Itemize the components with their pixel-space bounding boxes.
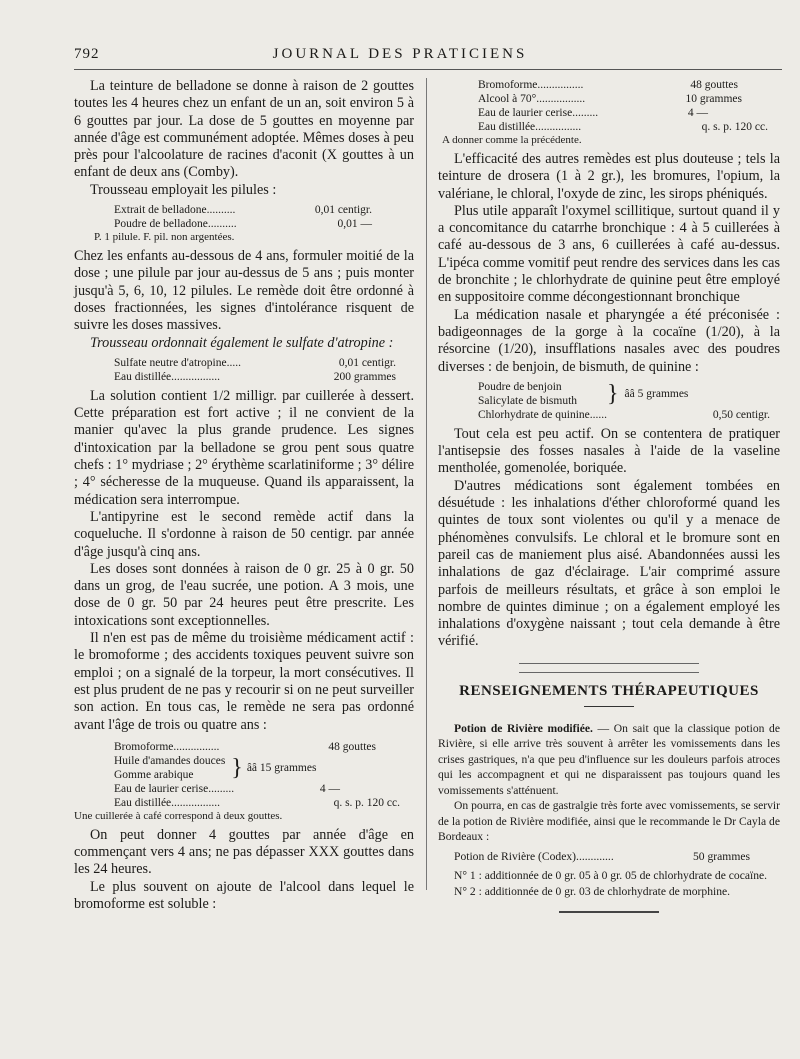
ingredient-dose: 4 — (319, 782, 340, 795)
prescription-brace-group (478, 380, 770, 408)
prescription-line: Bromoforme ................ 48 gouttes (114, 740, 376, 753)
paragraph: Trousseau employait les pilules : (90, 181, 277, 198)
end-rule (559, 911, 659, 913)
ingredient-name: Poudre de belladone (114, 218, 208, 231)
ingredient-dose: q. s. p. 120 cc. (701, 121, 768, 133)
prescription-line: Eau distillée ................. 200 grammes (114, 370, 396, 383)
paragraph (438, 721, 780, 799)
paragraph: Tout cela est peu actif. On se contentera de pratiquer l'antisepsie des fosses nasales à l'aide de la vaseline mentholée, gomenolée, boriquée. (438, 425, 780, 477)
prescription-atropine (114, 356, 396, 384)
paragraph: Il n'en est pas de même du troisième médicament actif : le bromoforme ; des accidents toxiques peuvent suivre son emploi ; on a signalé de la torpeur, la mort consécutives. Il est plus prudent de ne pas y recourir si on ne peut surveiller son action. En tous cas, le remède ne sera pas ordonné avant l'âge de trois ou quatre ans : (74, 630, 414, 733)
ingredient-dose: 200 grammes (333, 370, 396, 383)
right-column (438, 78, 780, 913)
prescription-bromoforme (74, 740, 400, 823)
section-title: RENSEIGNEMENTS THÉRAPEUTIQUES (459, 682, 759, 699)
prescription-note: A donner comme la précédente. (442, 134, 582, 146)
ingredient-name: Eau de laurier cerise (478, 107, 573, 119)
paragraph: Le plus souvent on ajoute de l'alcool dans lequel le bromoforme est soluble : (74, 878, 414, 912)
ingredient-dose: 0,50 centigr. (712, 408, 770, 421)
prescription-line: Eau de laurier cerise ......... 4 — (478, 107, 708, 119)
paragraph: Chez les enfants au-dessous de 4 ans, formuler moitié de la dose ; une pilule par jour au-dessus de 5 ans ; puis monter jusqu'à 5, 6, 10, 12 pilules. Le remède doit être ordonné à doses fractionnées, les signes d'intolérance risquent de suivre les doses massives. (74, 248, 414, 334)
ingredient-name: Potion de Rivière (Codex) (454, 849, 577, 863)
ingredient-name: Bromoforme (114, 740, 174, 753)
paragraph: La solution contient 1/2 milligr. par cuillerée à dessert. Cette préparation est fort active ; il ne convient de la manier qu'avec la plus grande prudence. Les signes d'intoxication par la belladone se grou pent sous quatre chefs : 1° mydriase ; 2° érythème scarlatiniforme ; 3° délire ; 4° sécheresse de la muqueuse. Quand ils apparaissent, la médication sera interrompue. (74, 387, 414, 508)
prescription-pills (94, 203, 372, 244)
prescription-bromoforme-alcool (442, 78, 768, 147)
prescription-line: Sulfate neutre d'atropine ..... 0,01 centigr. (114, 356, 396, 369)
brace: } (607, 380, 619, 407)
prescription-nasal-powder (478, 380, 770, 422)
ingredient-dose: 48 gouttes (328, 740, 376, 753)
paragraph: La médication nasale et pharyngée a été préconisée : badigeonnages de la gorge à la cocaïne (1/20), à la résorcine (1/20), insufflations nasales avec des poudres diverses : de benjoin, de bismuth, de quinine : (438, 306, 780, 375)
brace: } (231, 754, 243, 781)
ingredient-dose: 0,01 — (337, 218, 372, 231)
section-ornament (519, 663, 699, 673)
ingredient-dose: 10 grammes (685, 93, 742, 105)
ingredient-name: Chlorhydrate de quinine (478, 408, 590, 421)
ingredient-name: Eau distillée (114, 370, 172, 383)
ingredient-dose: ââ 5 grammes (624, 387, 689, 400)
ingredient-dose: 0,01 centigr. (338, 356, 396, 369)
paragraph: L'antipyrine est le second remède actif dans la coqueluche. Il s'ordonne à raison de 50 centigr. par année d'âge jusqu'à cinq ans. (74, 508, 414, 560)
ingredient-name: Huile d'amandes douces (114, 754, 226, 767)
ingredient-dose: 48 gouttes (690, 79, 738, 91)
ingredient-dose: q. s. p. 120 cc. (333, 796, 400, 809)
prescription-line: Poudre de belladone .......... 0,01 — (114, 218, 372, 231)
ingredient-name: Eau de laurier cerise (114, 782, 209, 795)
paragraph: On peut donner 4 gouttes par année d'âge en commençant vers 4 ans; ne pas dépasser XXX gouttes dans les 24 heures. (74, 826, 414, 878)
prescription-line: Alcool à 70° ................. 10 grammes (478, 93, 742, 105)
prescription-line: Potion de Rivière (Codex) ............. 50 grammes (454, 849, 750, 863)
prescription-line: Chlorhydrate de quinine ...... 0,50 centigr. (478, 408, 770, 421)
prescription-brace-group (114, 754, 400, 782)
ingredient-name: Sulfate neutre d'atropine (114, 356, 227, 369)
prescription-line: Bromoforme ................ 48 gouttes (478, 79, 738, 91)
ingredient-name: Extrait de belladone (114, 204, 207, 217)
prescription-line: Extrait de belladone .......... 0,01 centigr. (114, 204, 372, 217)
page-number: 792 (74, 46, 100, 62)
paragraph: D'autres médications sont également tombées en désuétude : les inhalations d'éther chloroformé quand les quintes de toux sont violentes ou qu'il y a menace de phénomènes convulsifs. Le chloral et le bromure sont en pareil cas de maniement plus aisé. Abandonnées aussi les inhalations de gaz d'éclairage. L'air comprimé assure parfois de meilleurs résultats, et grâce à son emploi le nombre de quintes diminue ; on a également employé les inhalations d'oxygène naissant ; tout cela demande à être vérifié. (438, 477, 780, 650)
prescription-line: Eau distillée ................. q. s. p. 120 cc. (114, 796, 400, 809)
ingredient-name: Eau distillée (114, 796, 172, 809)
paragraph: La teinture de belladone se donne à raison de 2 gouttes toutes les 4 heures chez un enfant de un an, soit environ 5 à 6 gouttes par jour. La dose de 5 gouttes en moyenne par année d'âge est communément adoptée. Mêmes doses à peu près pour l'alcoolature de racines d'aconit (X gouttes à un enfant de deux ans (Comby). (74, 78, 414, 181)
journal-title: JOURNAL DES PRATICIENS (272, 46, 528, 62)
paragraph: N° 2 : additionnée de 0 gr. 03 de chlorhydrate de morphine. (454, 884, 731, 898)
paragraph: Trousseau ordonnait également le sulfate d'atropine : (90, 334, 394, 351)
prescription-note: Une cuillerée à café correspond à deux gouttes. (74, 809, 283, 822)
prescription-line: Eau de laurier cerise ......... 4 — (114, 782, 340, 795)
prescription-line: Eau distillée ................ q. s. p. 120 cc. (478, 121, 768, 133)
paragraph: L'efficacité des autres remèdes est plus douteuse ; tels la teinture de drosera (1 à 2 gr.), les bromures, l'opium, la valériane, le chloral, l'oxyde de zinc, les sirops phéniqués. (438, 151, 780, 202)
column-divider (426, 78, 427, 890)
paragraph: On pourra, en cas de gastralgie très forte avec vomissements, se servir de la potion de Rivière modifiée, ainsi que le recommande le Dr Cayla de Bordeaux : (438, 799, 780, 844)
header-rule (74, 69, 782, 70)
section-rule (584, 706, 634, 707)
ingredient-name: Eau distillée (478, 121, 536, 133)
paragraph: Les doses sont données à raison de 0 gr. 25 à 0 gr. 50 dans un grog, de l'eau sucrée, une potion. A 3 mois, une dose de 0 gr. 50 par 24 heures peut être prescrite. Les intoxications sont exceptionnelles. (74, 560, 414, 629)
ingredient-name: Bromoforme (478, 79, 538, 91)
paragraph: Plus utile apparaît l'oxymel scillitique, surtout quand il y a concomitance du catarrhe bronchique : 4 à 5 cuillerées à café au-dessous de 3 ans, 6 cuillerées à café au-dessus. L'ipéca comme vomitif peut rendre des services dans les cas de bronchite ; le chlorhydrate de quinine peut être employé en suppositoire comme décongestionnant bronchique (438, 202, 780, 306)
left-column (74, 78, 414, 913)
ingredient-name: Salicylate de bismuth (478, 394, 578, 407)
prescription-note: P. 1 pilule. F. pil. non argentées. (94, 231, 235, 244)
paragraph: N° 1 : additionnée de 0 gr. 05 à 0 gr. 05 de chlorhydrate de cocaïne. (454, 869, 768, 883)
ingredient-name: Alcool à 70° (478, 93, 537, 105)
article-lead: Potion de Rivière modifiée. (454, 721, 593, 735)
ingredient-dose: 0,01 centigr. (314, 204, 372, 217)
article-text: — On sait que la classique potion de Rivière, si elle arrive très souvent à arrêter les vomissements dans les crises gastriques, n'a que peu d'influence sur les douleurs parfois atroces qui les accompagnent et qui ne disparaissent pas toujours quand les vomissements s'atténuent. (438, 721, 780, 797)
ingredient-dose: ââ 15 grammes (246, 761, 317, 774)
ingredient-dose: 50 grammes (693, 849, 750, 863)
page-header (0, 40, 800, 70)
ingredient-dose: 4 — (687, 107, 708, 119)
ingredient-name: Poudre de benjoin (478, 380, 562, 393)
ingredient-name: Gomme arabique (114, 768, 194, 781)
